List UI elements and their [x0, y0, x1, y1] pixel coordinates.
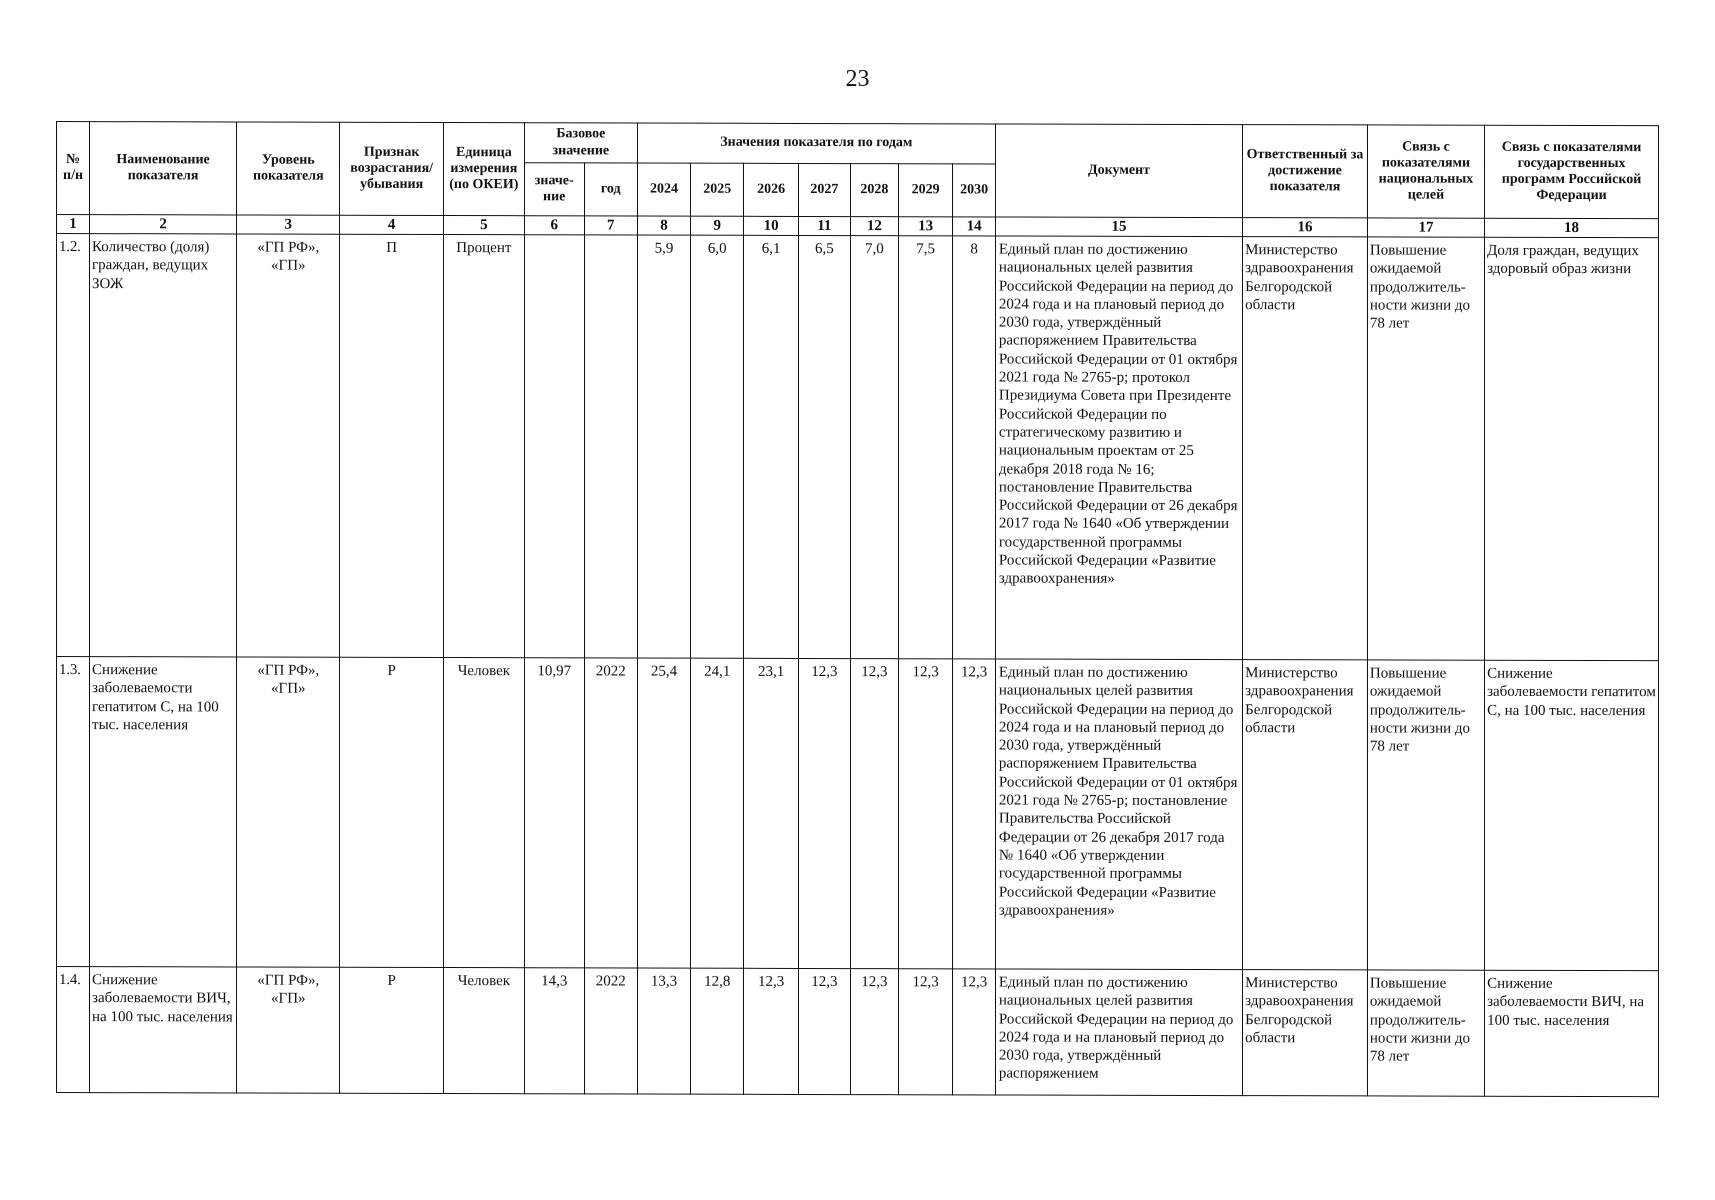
indicator-name: Количество (доля) граждан, ведущих ЗОЖ	[90, 234, 237, 657]
national-goals-link: Повышение ожидаемой продолжитель- ности жизни до 78 лет	[1367, 237, 1484, 660]
column-number: 7	[584, 216, 637, 235]
column-number: 1	[57, 215, 90, 234]
year-value: 23,1	[744, 658, 798, 968]
base-value: 10,97	[524, 658, 584, 968]
unit: Человек	[443, 658, 524, 968]
column-number: 13	[898, 217, 952, 236]
column-number: 4	[340, 215, 443, 234]
responsible: Министерство здравоохранения Белгородской области	[1243, 660, 1368, 970]
document-text: Единый план по достижению национальных целей развития Российской Федерации на период до 2024 года и на плановый период до 2030 года, утверждённый распоряжением	[995, 969, 1242, 1096]
state-programs-link: Доля граждан, ведущих здоровый образ жизни	[1485, 237, 1659, 660]
indicator-level: «ГП РФ», «ГП»	[237, 967, 340, 1093]
row-number: 1.3.	[57, 657, 90, 967]
year-value: 12,3	[798, 658, 850, 968]
state-programs-link: Снижение заболеваемости гепатитом С, на 100 тыс. населения	[1485, 660, 1659, 970]
base-value: 14,3	[524, 968, 584, 1094]
year-value: 12,3	[798, 968, 850, 1094]
indicators-table-wrapper	[56, 121, 1659, 1096]
header-national-goals: Связь с показателями национальных целей	[1367, 125, 1484, 218]
table-row	[57, 967, 1659, 1097]
unit: Человек	[443, 968, 524, 1094]
header-document: Документ	[995, 124, 1242, 218]
column-number: 5	[443, 216, 524, 235]
document-text: Единый план по достижению национальных целей развития Российской Федерации на период до 2024 года и на плановый период до 2030 года, утверждённый распоряжением Правительства Российской Федерации от 01 октября 2021 года № 2765-р; постановление Правительства Российской Федерации от 26 декабря 2017 года № 1640 «Об утверждении государственной программы Российской Федерации «Развитие здравоохранения»	[995, 659, 1242, 970]
header-year: 2028	[850, 164, 898, 217]
responsible: Министерство здравоохранения Белгородской области	[1243, 970, 1368, 1096]
column-number: 9	[691, 216, 744, 235]
header-year: 2024	[637, 163, 690, 216]
header-year: 2029	[898, 164, 952, 217]
column-number: 11	[798, 216, 850, 235]
document-text: Единый план по достижению национальных целей развития Российской Федерации на период до 2024 года и на плановый период до 2030 года, утверждённый распоряжением Правительства Российской Федерации от 01 октября 2021 года № 2765-р; протокол Президиума Совета при Президенте Российской Федерации по стратегическому развитию и национальным проектам от 25 декабря 2018 года № 16; постановление Правительства Российской Федерации от 26 декабря 2017 года № 1640 «Об утверждении государственной программы Российской Федерации «Развитие здравоохранения»	[995, 236, 1242, 660]
trend-sign: П	[340, 234, 443, 657]
header-year: 2027	[798, 163, 850, 216]
column-number: 14	[953, 217, 996, 236]
year-value: 5,9	[637, 235, 690, 658]
indicator-level: «ГП РФ», «ГП»	[237, 657, 340, 967]
header-base-year: год	[584, 163, 637, 216]
header-year: 2026	[744, 163, 798, 216]
year-value: 12,3	[744, 968, 798, 1094]
responsible: Министерство здравоохранения Белгородской области	[1243, 237, 1368, 660]
header-year: 2025	[691, 163, 744, 216]
column-number: 18	[1485, 218, 1659, 237]
column-number: 16	[1243, 218, 1368, 237]
year-value: 6,0	[691, 235, 744, 658]
year-value: 12,3	[953, 659, 996, 969]
table-row	[57, 657, 1659, 971]
header-unit: Единица измерения (по ОКЕИ)	[443, 123, 524, 216]
year-value: 6,5	[798, 235, 850, 658]
trend-sign: Р	[340, 657, 443, 967]
base-value	[524, 235, 584, 658]
year-value: 12,8	[691, 968, 744, 1094]
base-year: 2022	[584, 658, 637, 968]
year-value: 6,1	[744, 235, 798, 658]
base-year: 2022	[584, 968, 637, 1094]
header-no: № п/н	[57, 122, 90, 215]
column-number: 6	[524, 216, 584, 235]
header-responsible: Ответственный за достижение показателя	[1243, 125, 1368, 218]
unit: Процент	[443, 235, 524, 658]
year-value: 12,3	[850, 659, 898, 969]
column-number: 15	[995, 217, 1242, 237]
page-number: 23	[845, 66, 870, 92]
indicators-table	[56, 121, 1659, 1097]
header-name: Наименование показателя	[90, 122, 237, 215]
header-sign: Признак возрастания/ убывания	[340, 122, 443, 215]
year-value: 25,4	[637, 658, 690, 968]
column-number: 8	[637, 216, 690, 235]
column-number: 10	[744, 216, 798, 235]
year-value: 13,3	[637, 968, 690, 1094]
header-years-group: Значения показателя по годам	[637, 123, 995, 164]
header-state-programs: Связь с показателями государственных программ Российской Федерации	[1485, 125, 1659, 218]
year-value: 8	[953, 236, 996, 659]
state-programs-link: Снижение заболеваемости ВИЧ, на 100 тыс. населения	[1485, 970, 1659, 1096]
indicator-name: Снижение заболеваемости ВИЧ, на 100 тыс. населения	[90, 967, 237, 1093]
trend-sign: Р	[340, 967, 443, 1093]
table-row	[57, 234, 1659, 661]
column-number: 12	[850, 217, 898, 236]
year-value: 7,5	[898, 236, 952, 659]
row-number: 1.2.	[57, 234, 90, 657]
indicator-name: Снижение заболеваемости гепатитом С, на 100 тыс. населения	[90, 657, 237, 967]
column-number: 17	[1367, 218, 1484, 237]
row-number: 1.4.	[57, 967, 90, 1093]
column-number: 3	[237, 215, 340, 234]
header-year: 2030	[953, 164, 996, 217]
header-base: Базовое значение	[524, 123, 637, 163]
year-value: 12,3	[850, 969, 898, 1095]
header-level: Уровень показателя	[237, 122, 340, 215]
year-value: 24,1	[691, 658, 744, 968]
national-goals-link: Повышение ожидаемой продолжитель- ности жизни до 78 лет	[1367, 660, 1484, 970]
base-year	[584, 235, 637, 658]
indicator-level: «ГП РФ», «ГП»	[237, 234, 340, 657]
year-value: 7,0	[850, 236, 898, 659]
year-value: 12,3	[953, 969, 996, 1095]
year-value: 12,3	[898, 969, 952, 1095]
year-value: 12,3	[898, 659, 952, 969]
column-number: 2	[90, 215, 237, 234]
header-base-value: значе- ние	[524, 163, 584, 216]
national-goals-link: Повышение ожидаемой продолжитель- ности жизни до 78 лет	[1367, 970, 1484, 1096]
